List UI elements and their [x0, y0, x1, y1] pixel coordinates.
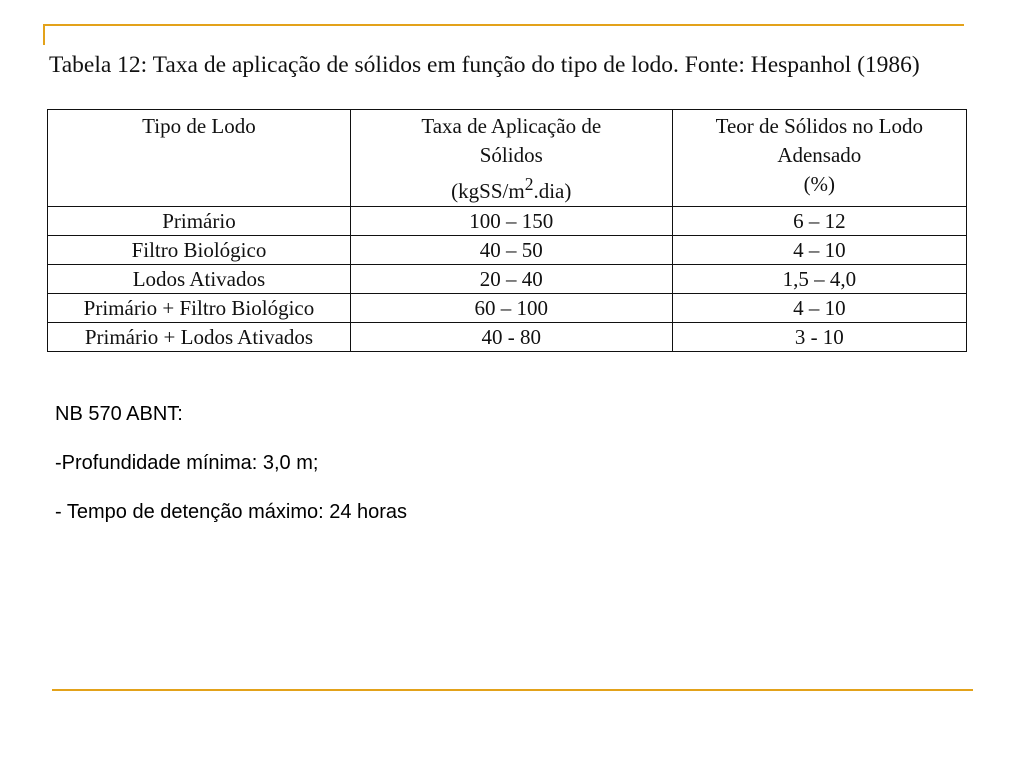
- cell-taxa: 20 – 40: [350, 265, 672, 294]
- header-teor-line-1: Teor de Sólidos no Lodo: [715, 114, 923, 138]
- header-teor-line-2: Adensado: [777, 143, 862, 167]
- cell-tipo: Filtro Biológico: [48, 236, 351, 265]
- cell-taxa: 40 – 50: [350, 236, 672, 265]
- bottom-accent-rule: [52, 689, 973, 691]
- sludge-application-table: [47, 109, 967, 352]
- cell-teor: 6 – 12: [672, 207, 966, 236]
- cell-taxa: 40 - 80: [350, 323, 672, 352]
- header-taxa-line-1: Taxa de Aplicação de: [421, 114, 602, 138]
- table-header-row: [48, 110, 967, 207]
- cell-tipo: Primário + Lodos Ativados: [48, 323, 351, 352]
- notes-block: [55, 398, 407, 545]
- table-row: [48, 323, 967, 352]
- table-row: [48, 236, 967, 265]
- note-min-depth: -Profundidade mínima: 3,0 m;: [55, 452, 319, 474]
- header-taxa-de-aplicacao: [350, 110, 672, 207]
- table-row: [48, 294, 967, 323]
- header-taxa-line-2: Sólidos: [479, 143, 543, 167]
- cell-teor: 3 - 10: [672, 323, 966, 352]
- note-max-detention: - Tempo de detenção máximo: 24 horas: [55, 501, 408, 523]
- header-taxa-unit-sup: 2: [524, 174, 534, 194]
- cell-tipo: Primário + Filtro Biológico: [48, 294, 351, 323]
- cell-tipo: Lodos Ativados: [48, 265, 351, 294]
- table-row: [48, 265, 967, 294]
- header-taxa-unit-pre: (kgSS/m: [451, 179, 525, 203]
- cell-teor: 4 – 10: [672, 236, 966, 265]
- note-standard: NB 570 ABNT:: [55, 403, 183, 425]
- header-teor-de-solidos: [672, 110, 966, 207]
- header-tipo-de-lodo: [48, 110, 351, 207]
- top-accent-tick: [43, 24, 45, 45]
- top-accent-rule: [43, 24, 964, 26]
- header-teor-line-3: (%): [803, 172, 836, 196]
- cell-tipo: Primário: [48, 207, 351, 236]
- header-tipo-label: Tipo de Lodo: [142, 114, 256, 138]
- cell-taxa: 60 – 100: [350, 294, 672, 323]
- cell-teor: 1,5 – 4,0: [672, 265, 966, 294]
- cell-teor: 4 – 10: [672, 294, 966, 323]
- cell-taxa: 100 – 150: [350, 207, 672, 236]
- table-row: [48, 207, 967, 236]
- header-taxa-unit-post: .dia): [533, 179, 572, 203]
- table-caption: Tabela 12: Taxa de aplicação de sólidos em função do tipo de lodo. Fonte: Hespanhol (1986): [49, 52, 920, 78]
